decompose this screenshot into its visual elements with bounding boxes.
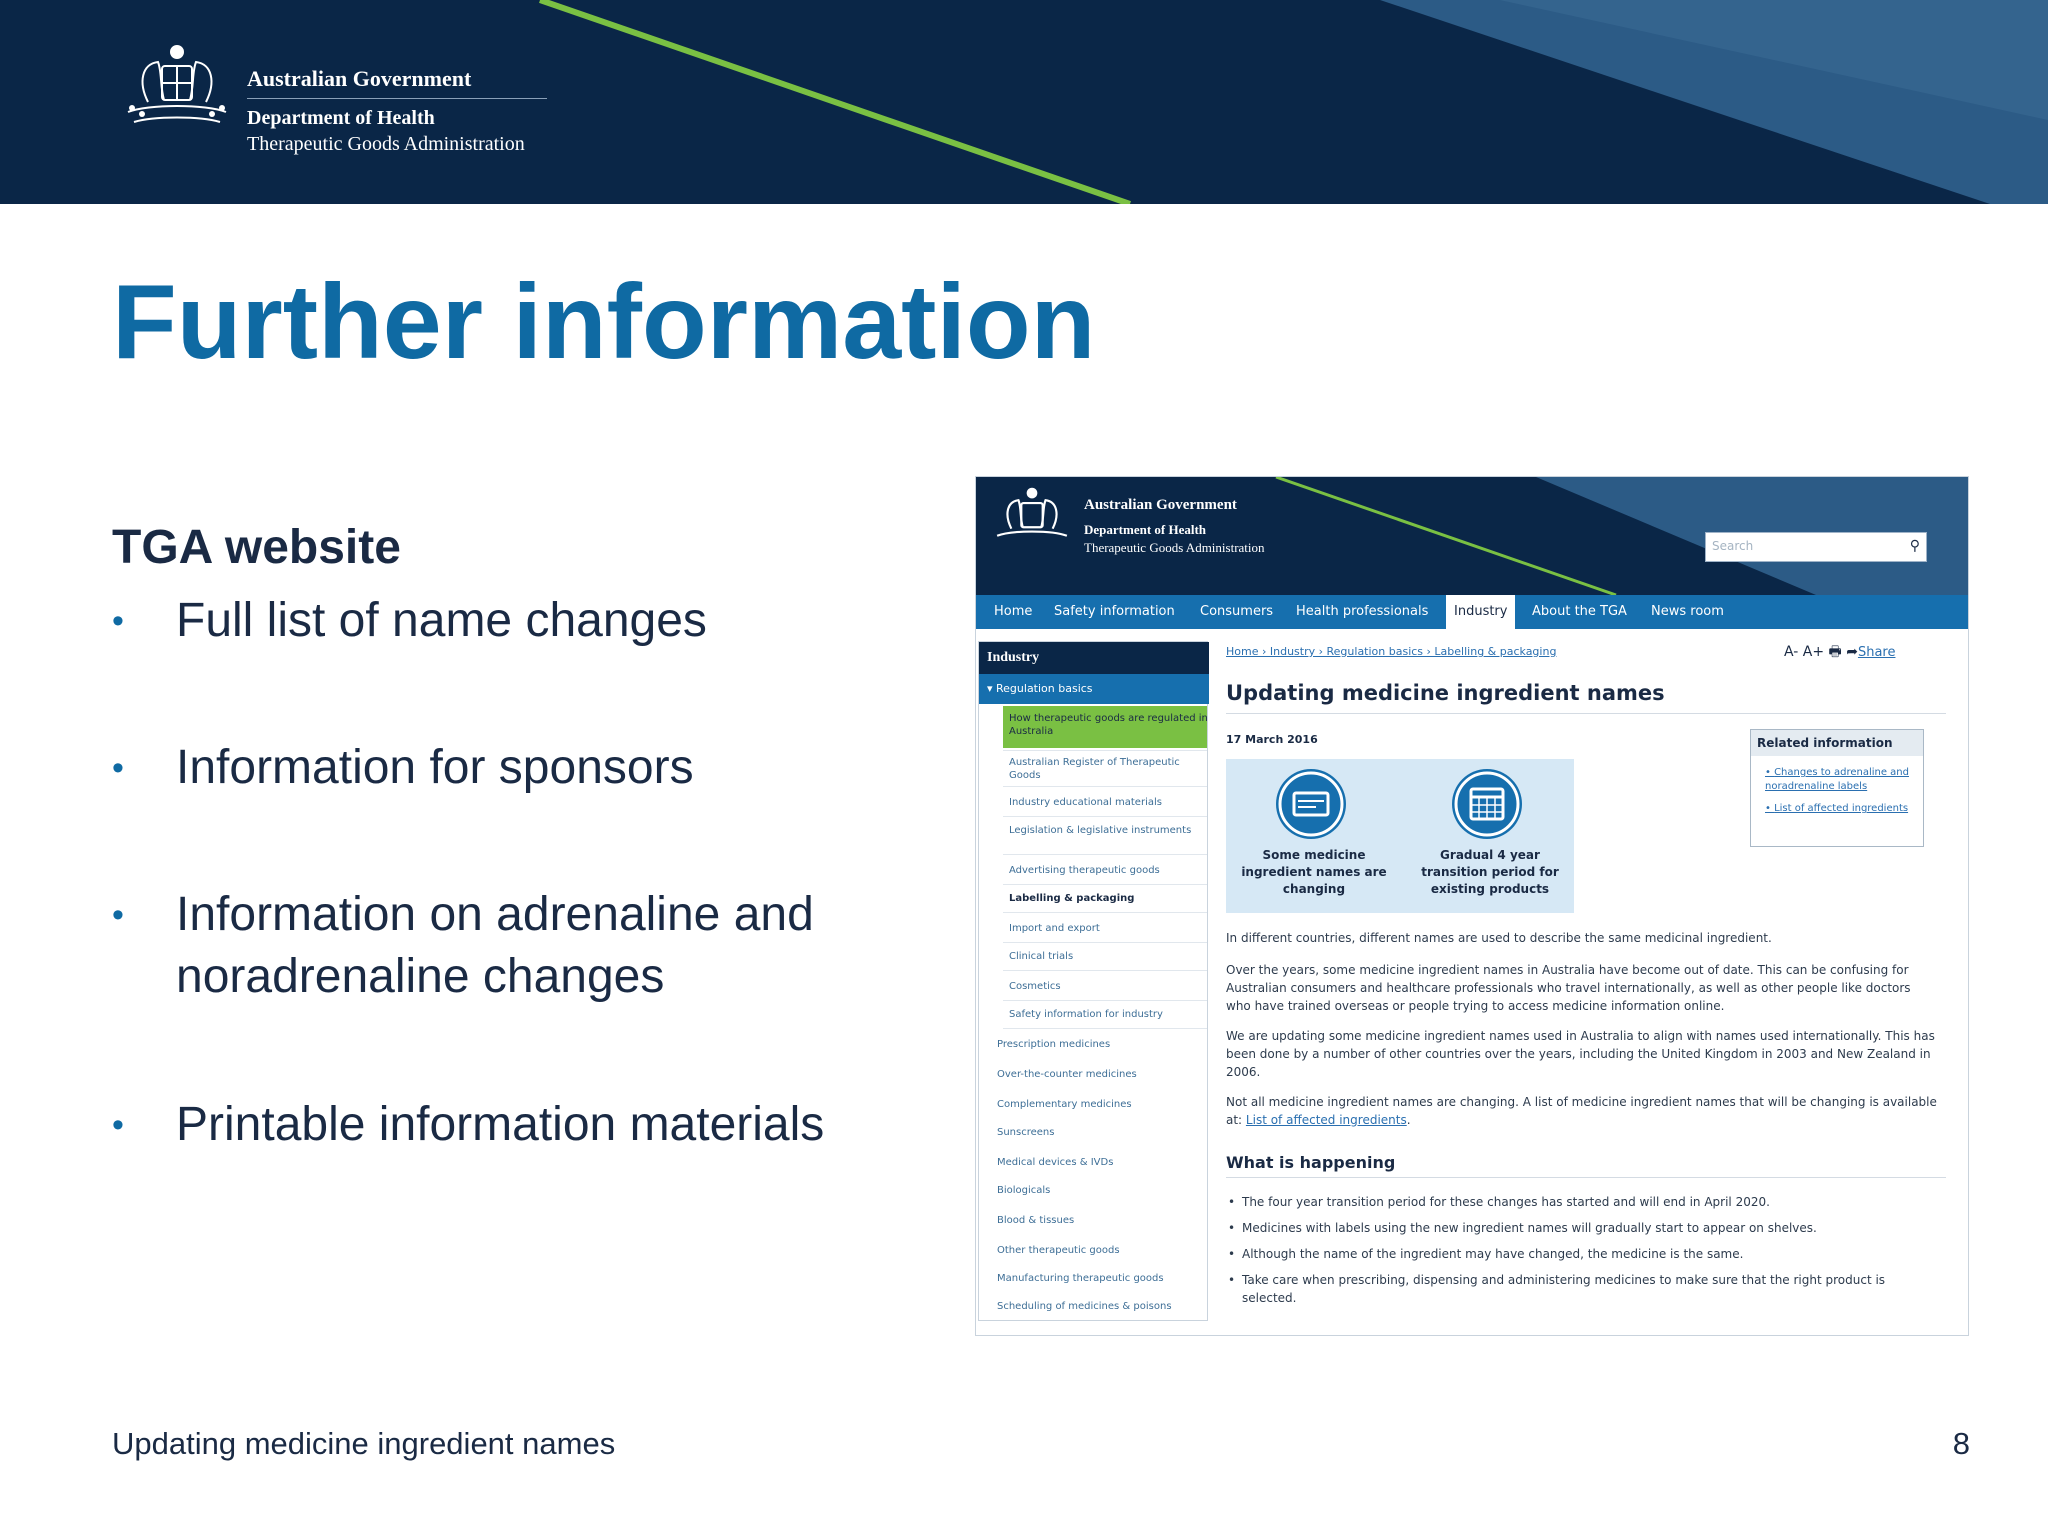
section-divider	[1226, 1177, 1946, 1178]
sidebar-item[interactable]: Cosmetics	[1009, 981, 1061, 992]
share-link[interactable]: Share	[1857, 645, 1896, 660]
site-government-brand	[1084, 495, 1265, 557]
related-link-affected-ingredients[interactable]: List of affected ingredients	[1774, 803, 1909, 814]
bullet-text	[176, 737, 936, 799]
subheading-tga-website: TGA website	[112, 521, 401, 574]
calendar-icon[interactable]	[1452, 769, 1522, 839]
coat-of-arms-logo	[118, 42, 236, 132]
site-gov-line-2: Department of Health	[1084, 522, 1207, 537]
slide-footer: Updating medicine ingredient names	[112, 1426, 616, 1461]
feature-panel	[1226, 759, 1574, 913]
section-heading: What is happening	[1226, 1153, 1396, 1172]
title-divider	[1226, 713, 1946, 714]
sidebar-item[interactable]: Medical devices & IVDs	[997, 1157, 1114, 1168]
related-information-box	[1750, 729, 1924, 847]
gov-line-3: Therapeutic Goods Administration	[247, 133, 525, 155]
gov-divider	[247, 98, 547, 99]
sidebar-divider	[1003, 1028, 1207, 1029]
search-icon[interactable]: ⚲	[1909, 538, 1920, 554]
body-paragraph	[1226, 1093, 1938, 1129]
sidebar-divider	[1003, 1000, 1207, 1001]
print-icon[interactable]: 🖶	[1828, 644, 1842, 660]
bullet-dot: •	[112, 1106, 124, 1144]
list-bullet: •	[1228, 1221, 1236, 1235]
sidebar-item[interactable]: Blood & tissues	[997, 1215, 1075, 1226]
list-item-text: Take care when prescribing, dispensing and administering medicines to make sure that the right product is selected.	[1242, 1273, 1886, 1305]
bullet-line: Printable information materials	[176, 1098, 825, 1151]
site-gov-line-1: Australian Government	[1084, 497, 1237, 513]
list-item	[1228, 1245, 1922, 1263]
site-gov-line-3: Therapeutic Goods Administration	[1084, 540, 1265, 555]
sidebar-divider	[1003, 816, 1207, 817]
sidebar-item[interactable]: How therapeutic goods are regulated in Australia	[1009, 713, 1208, 737]
sidebar-item[interactable]: Clinical trials	[1009, 951, 1074, 962]
list-item	[1228, 1219, 1922, 1237]
sidebar-heading: Industry	[979, 642, 1209, 674]
body-paragraph: Over the years, some medicine ingredient names in Australia have become out of date. This can be confusing for Australian consumers and healthcare professionals who travel internationally, as well as other people like doctors who have trained overseas or people trying to access medicine information online.	[1226, 963, 1911, 1013]
nav-item-health-professionals[interactable]: Health professionals	[1296, 604, 1429, 619]
sidebar-item[interactable]: Safety information for industry	[1009, 1009, 1163, 1020]
id-card-icon[interactable]	[1276, 769, 1346, 839]
sidebar-divider	[1003, 786, 1207, 787]
sidebar-item[interactable]: Other therapeutic goods	[997, 1245, 1120, 1256]
paragraph-text: Not all medicine ingredient names are changing. A list of medicine ingredient names that will be changing is available at:	[1226, 1095, 1937, 1127]
related-link: • Changes to adrenaline and noradrenaline labels	[1765, 767, 1909, 792]
share-icon[interactable]: ➦	[1846, 644, 1858, 660]
sidebar-item[interactable]: Complementary medicines	[997, 1099, 1132, 1110]
bullet-text	[176, 1094, 936, 1156]
sidebar-section-regulation-basics[interactable]: ▾ Regulation basics	[979, 674, 1209, 704]
related-link: • List of affected ingredients	[1765, 803, 1909, 814]
bullet-dot: •	[112, 896, 124, 934]
sidebar-item[interactable]: Advertising therapeutic goods	[1009, 865, 1160, 876]
website-screenshot	[975, 476, 1969, 1336]
list-item-text: Although the name of the ingredient may have changed, the medicine is the same.	[1242, 1247, 1744, 1261]
sidebar-item[interactable]: Industry educational materials	[1009, 797, 1162, 808]
sidebar-divider	[1003, 854, 1207, 855]
list-item	[1228, 1271, 1922, 1307]
body-paragraph: In different countries, different names are used to describe the same medicinal ingredient.	[1226, 931, 1772, 945]
bullet-line: Information on adrenaline and	[176, 888, 814, 941]
list-item-text: Medicines with labels using the new ingredient names will gradually start to appear on shelves.	[1242, 1221, 1817, 1235]
sidebar-item[interactable]: Sunscreens	[997, 1127, 1055, 1138]
gov-line-2: Department of Health	[247, 107, 435, 129]
slide-title: Further information	[112, 263, 1096, 381]
breadcrumb[interactable]: Home › Industry › Regulation basics › Labelling & packaging	[1226, 645, 1557, 658]
list-item	[1228, 1193, 1922, 1211]
related-heading: Related information	[1751, 730, 1923, 756]
sidebar-item[interactable]: Manufacturing therapeutic goods	[997, 1273, 1164, 1284]
search-placeholder: Search	[1712, 539, 1754, 553]
bullet-dot: •	[112, 602, 124, 640]
feature-caption: Some medicine ingredient names are changing	[1241, 848, 1387, 896]
list-bullet: •	[1228, 1273, 1236, 1287]
sidebar-divider	[1003, 942, 1207, 943]
nav-item-news-room[interactable]: News room	[1651, 604, 1724, 619]
site-header	[976, 477, 1969, 595]
sidebar-divider	[1003, 970, 1207, 971]
site-search-input[interactable]	[1705, 532, 1927, 562]
paragraph-text: .	[1406, 1113, 1411, 1127]
nav-item-industry[interactable]: Industry	[1446, 595, 1515, 629]
government-brand	[247, 64, 547, 157]
sidebar-item-active[interactable]: Labelling & packaging	[1009, 893, 1135, 904]
sidebar-item[interactable]: Australian Register of Therapeutic Goods	[1009, 757, 1180, 781]
bullet-line: noradrenaline changes	[176, 950, 665, 1003]
sidebar-item[interactable]: Import and export	[1009, 923, 1100, 934]
sidebar-divider	[1003, 750, 1207, 751]
list-bullet: •	[1228, 1195, 1236, 1209]
bullet-text	[176, 590, 936, 652]
feature-caption: Gradual 4 year transition period for existing products	[1421, 848, 1559, 896]
list-bullet: •	[1228, 1247, 1236, 1261]
page-date: 17 March 2016	[1226, 733, 1318, 746]
page-number: 8	[1952, 1426, 1970, 1461]
affected-ingredients-link[interactable]: List of affected ingredients	[1245, 1113, 1407, 1127]
text-size-controls[interactable]: A- A+	[1784, 644, 1825, 660]
list-item-text: The four year transition period for these changes has started and will end in April 2020.	[1242, 1195, 1770, 1209]
sidebar-divider	[1003, 912, 1207, 913]
bullet-dot: •	[112, 749, 124, 787]
site-sidebar	[978, 641, 1208, 1321]
sidebar-item[interactable]: Legislation & legislative instruments	[1009, 825, 1192, 836]
page-title: Updating medicine ingredient names	[1226, 681, 1665, 705]
header-band	[0, 0, 2048, 204]
sidebar-item[interactable]: Biologicals	[997, 1185, 1051, 1196]
bullet-line: Information for sponsors	[176, 741, 694, 794]
nav-item-about-the-tga[interactable]: About the TGA	[1532, 604, 1627, 619]
sidebar-item[interactable]: Prescription medicines	[997, 1039, 1111, 1050]
sidebar-item[interactable]: Over-the-counter medicines	[997, 1069, 1137, 1080]
site-coat-of-arms-logo	[990, 485, 1074, 551]
page-tools	[1784, 641, 1895, 665]
nav-item-consumers[interactable]: Consumers	[1200, 604, 1274, 619]
nav-item-home[interactable]: Home	[994, 604, 1033, 619]
bullet-line: Full list of name changes	[176, 594, 707, 647]
site-nav-bar	[976, 595, 1969, 629]
body-paragraph: We are updating some medicine ingredient names used in Australia to align with names used internationally. This has been done by a number of other countries over the years, including the United Kingdom in 2003 and New Zealand in 2006.	[1226, 1029, 1935, 1079]
gov-line-1: Australian Government	[247, 66, 472, 91]
nav-item-safety-information[interactable]: Safety information	[1054, 604, 1175, 619]
bullet-text	[176, 884, 936, 1008]
related-link-adrenaline[interactable]: Changes to adrenaline and noradrenaline labels	[1765, 767, 1909, 792]
sidebar-item[interactable]: Scheduling of medicines & poisons	[997, 1301, 1172, 1312]
sidebar-divider	[1003, 884, 1207, 885]
